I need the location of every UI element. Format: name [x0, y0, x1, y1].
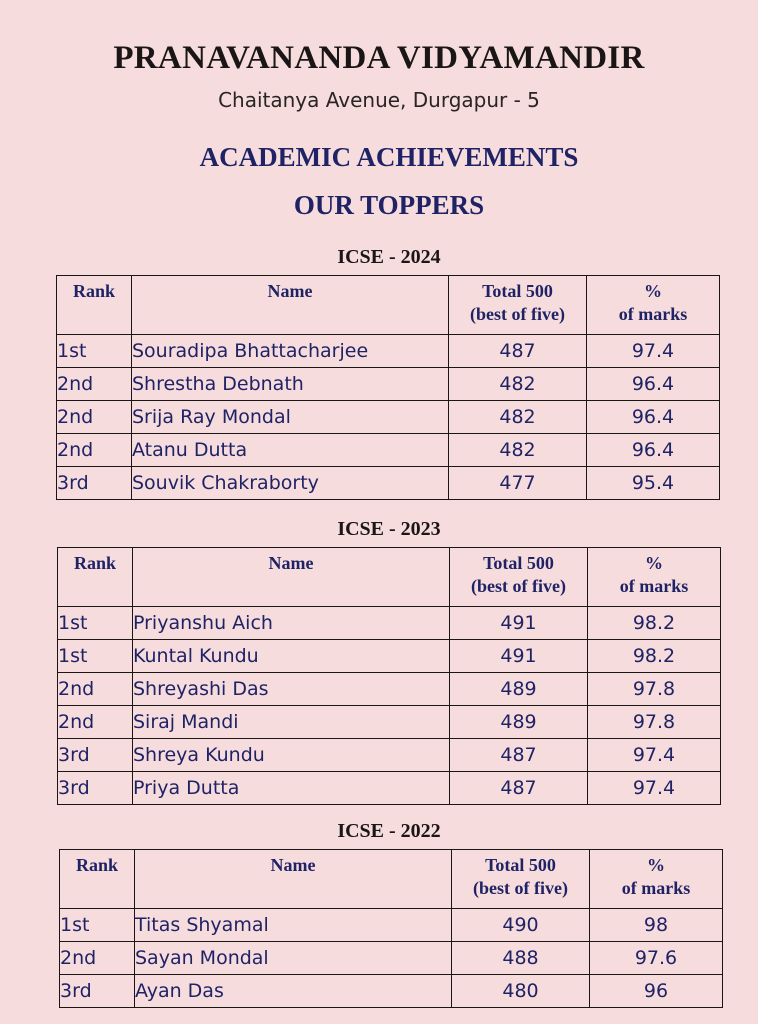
total-cell: 482 — [449, 368, 587, 401]
col-rank-header: Rank — [57, 276, 132, 335]
total-cell: 490 — [452, 909, 590, 942]
col-pct-header — [590, 850, 723, 909]
name-cell: Priyanshu Aich — [133, 607, 450, 640]
percent-cell: 97.6 — [590, 942, 723, 975]
total-cell: 491 — [450, 607, 588, 640]
col-total-line2: (best of five) — [471, 576, 566, 596]
rank-cell: 2nd — [57, 368, 132, 401]
total-cell: 482 — [449, 401, 587, 434]
name-cell: Atanu Dutta — [132, 434, 449, 467]
name-cell: Titas Shyamal — [135, 909, 452, 942]
col-pct-header — [588, 548, 721, 607]
toppers-table-2022 — [59, 849, 723, 1008]
percent-cell: 95.4 — [587, 467, 720, 500]
col-name-header: Name — [135, 850, 452, 909]
name-cell: Ayan Das — [135, 975, 452, 1008]
col-total-header — [450, 548, 588, 607]
col-rank-header: Rank — [58, 548, 133, 607]
percent-cell: 96 — [590, 975, 723, 1008]
table-header-row — [57, 276, 720, 335]
rank-cell: 2nd — [58, 673, 133, 706]
total-cell: 487 — [449, 335, 587, 368]
toppers-table-2023 — [57, 547, 721, 805]
rank-cell: 3rd — [58, 739, 133, 772]
rank-cell: 1st — [58, 640, 133, 673]
total-cell: 477 — [449, 467, 587, 500]
col-pct-line2: of marks — [619, 576, 689, 596]
table-row — [58, 607, 721, 640]
rank-cell: 1st — [58, 607, 133, 640]
rank-cell: 2nd — [57, 401, 132, 434]
table-header-row — [58, 548, 721, 607]
name-cell: Shreyashi Das — [133, 673, 450, 706]
total-cell: 488 — [452, 942, 590, 975]
col-total-line1: Total 500 — [483, 553, 554, 573]
col-name-header: Name — [132, 276, 449, 335]
col-total-line1: Total 500 — [485, 855, 556, 875]
rank-cell: 3rd — [57, 467, 132, 500]
col-pct-line1: % — [644, 281, 662, 301]
percent-cell: 97.8 — [588, 706, 721, 739]
section-title-2023: ICSE - 2023 — [337, 518, 441, 540]
table-header-row — [60, 850, 723, 909]
name-cell: Siraj Mandi — [133, 706, 450, 739]
rank-cell: 3rd — [58, 772, 133, 805]
table-row — [60, 942, 723, 975]
col-total-line2: (best of five) — [470, 304, 565, 324]
percent-cell: 97.4 — [588, 739, 721, 772]
name-cell: Souvik Chakraborty — [132, 467, 449, 500]
table-row — [57, 467, 720, 500]
col-pct-line2: of marks — [618, 304, 688, 324]
total-cell: 489 — [450, 706, 588, 739]
col-pct-line1: % — [645, 553, 663, 573]
rank-cell: 2nd — [58, 706, 133, 739]
table-row — [58, 706, 721, 739]
table-row — [60, 909, 723, 942]
table-row — [58, 640, 721, 673]
col-pct-line2: of marks — [621, 878, 691, 898]
percent-cell: 97.4 — [588, 772, 721, 805]
rank-cell: 3rd — [60, 975, 135, 1008]
percent-cell: 97.8 — [588, 673, 721, 706]
percent-cell: 98 — [590, 909, 723, 942]
name-cell: Kuntal Kundu — [133, 640, 450, 673]
percent-cell: 98.2 — [588, 607, 721, 640]
name-cell: Souradipa Bhattacharjee — [132, 335, 449, 368]
table-row — [60, 975, 723, 1008]
percent-cell: 97.4 — [587, 335, 720, 368]
total-cell: 489 — [450, 673, 588, 706]
rank-cell: 2nd — [60, 942, 135, 975]
col-pct-line1: % — [647, 855, 665, 875]
name-cell: Priya Dutta — [133, 772, 450, 805]
rank-cell: 2nd — [57, 434, 132, 467]
table-row — [58, 673, 721, 706]
rank-cell: 1st — [60, 909, 135, 942]
table-row — [58, 772, 721, 805]
total-cell: 491 — [450, 640, 588, 673]
col-total-line2: (best of five) — [473, 878, 568, 898]
table-row — [57, 335, 720, 368]
percent-cell: 96.4 — [587, 434, 720, 467]
total-cell: 487 — [450, 739, 588, 772]
toppers-table-2024 — [56, 275, 720, 500]
percent-cell: 96.4 — [587, 368, 720, 401]
name-cell: Sayan Mondal — [135, 942, 452, 975]
col-name-header: Name — [133, 548, 450, 607]
total-cell: 480 — [452, 975, 590, 1008]
table-row — [57, 434, 720, 467]
school-address: Chaitanya Avenue, Durgapur - 5 — [218, 88, 540, 112]
col-rank-header: Rank — [60, 850, 135, 909]
total-cell: 482 — [449, 434, 587, 467]
col-pct-header — [587, 276, 720, 335]
section-title-2022: ICSE - 2022 — [337, 820, 441, 842]
total-cell: 487 — [450, 772, 588, 805]
table-row — [57, 368, 720, 401]
col-total-header — [452, 850, 590, 909]
school-name: PRANAVANANDA VIDYAMANDIR — [113, 40, 645, 76]
rank-cell: 1st — [57, 335, 132, 368]
table-row — [58, 739, 721, 772]
page-subtitle: OUR TOPPERS — [293, 190, 485, 220]
section-title-2024: ICSE - 2024 — [337, 246, 441, 268]
name-cell: Shreya Kundu — [133, 739, 450, 772]
name-cell: Shrestha Debnath — [132, 368, 449, 401]
name-cell: Srija Ray Mondal — [132, 401, 449, 434]
table-row — [57, 401, 720, 434]
col-total-line1: Total 500 — [482, 281, 553, 301]
percent-cell: 96.4 — [587, 401, 720, 434]
percent-cell: 98.2 — [588, 640, 721, 673]
page-title: ACADEMIC ACHIEVEMENTS — [199, 142, 579, 172]
col-total-header — [449, 276, 587, 335]
